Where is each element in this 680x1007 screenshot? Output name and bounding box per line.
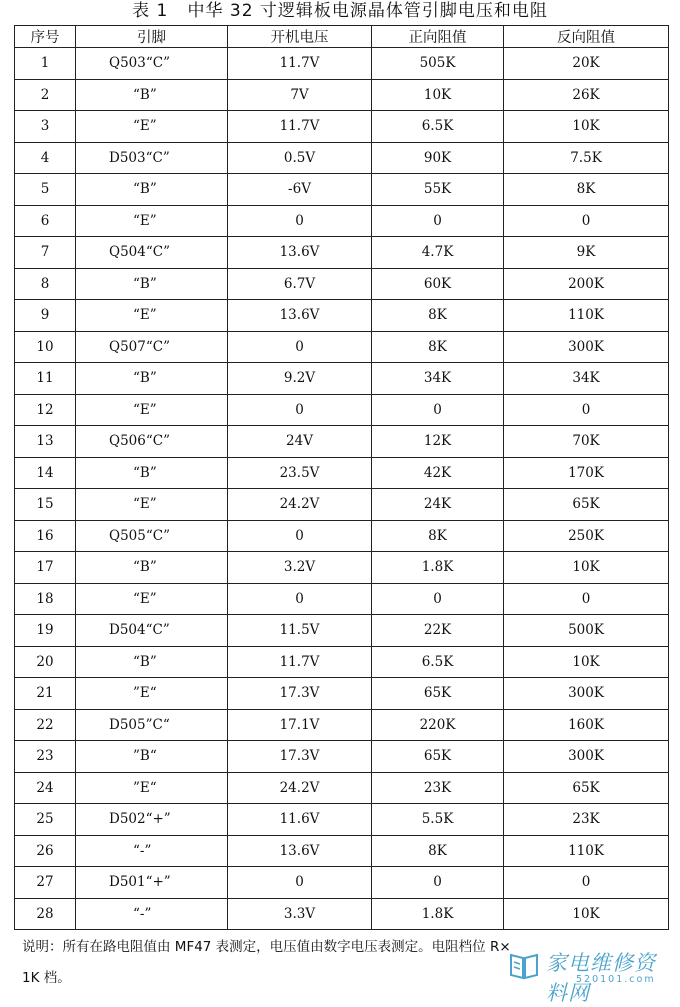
col-pin-cell: “B”	[76, 457, 228, 489]
col-index-cell: 19	[15, 615, 76, 647]
table-row	[15, 205, 669, 237]
header-col-pin: 引脚	[76, 26, 228, 48]
col-forward-cell: 8K	[372, 520, 504, 552]
col-forward-cell: 42K	[372, 457, 504, 489]
col-index-cell: 27	[15, 867, 76, 899]
watermark	[504, 945, 676, 1005]
col-index-cell: 1	[15, 48, 76, 80]
col-pin-cell: “B”	[76, 552, 228, 584]
col-reverse-cell: 20K	[504, 48, 669, 80]
col-pin-cell: “E”	[76, 583, 228, 615]
col-pin-cell: Q504“C”	[76, 237, 228, 269]
table-row	[15, 174, 669, 206]
col-voltage-cell: 13.6V	[228, 300, 372, 332]
col-index-cell: 21	[15, 678, 76, 710]
col-index-cell: 3	[15, 111, 76, 143]
col-pin-cell: D505”C“	[76, 709, 228, 741]
col-index-cell: 6	[15, 205, 76, 237]
table-row	[15, 142, 669, 174]
col-forward-cell: 0	[372, 394, 504, 426]
col-forward-cell: 10K	[372, 79, 504, 111]
col-voltage-cell: 3.3V	[228, 898, 372, 930]
col-forward-cell: 8K	[372, 835, 504, 867]
col-pin-cell: “-”	[76, 835, 228, 867]
col-pin-cell: “E”	[76, 300, 228, 332]
col-pin-cell: ”B“	[76, 741, 228, 773]
col-index-cell: 17	[15, 552, 76, 584]
col-index-cell: 24	[15, 772, 76, 804]
col-reverse-cell: 8K	[504, 174, 669, 206]
table-row	[15, 268, 669, 300]
col-voltage-cell: 11.5V	[228, 615, 372, 647]
col-voltage-cell: 24.2V	[228, 489, 372, 521]
table-row	[15, 646, 669, 678]
col-forward-cell: 1.8K	[372, 552, 504, 584]
col-pin-cell: Q505“C”	[76, 520, 228, 552]
col-pin-cell: “B”	[76, 363, 228, 395]
table-row	[15, 709, 669, 741]
footnote-line-1: 说明：所有在路电阻值由 MF47 表测定，电压值由数字电压表测定。电阻档位 R×	[22, 939, 511, 955]
col-index-cell: 22	[15, 709, 76, 741]
table-row	[15, 678, 669, 710]
col-reverse-cell: 300K	[504, 678, 669, 710]
col-forward-cell: 65K	[372, 741, 504, 773]
col-index-cell: 26	[15, 835, 76, 867]
col-index-cell: 10	[15, 331, 76, 363]
col-pin-cell: Q507“C”	[76, 331, 228, 363]
col-index-cell: 18	[15, 583, 76, 615]
col-forward-cell: 0	[372, 583, 504, 615]
col-index-cell: 15	[15, 489, 76, 521]
table-row	[15, 457, 669, 489]
col-index-cell: 4	[15, 142, 76, 174]
table-row	[15, 520, 669, 552]
col-voltage-cell: 0.5V	[228, 142, 372, 174]
table-row	[15, 300, 669, 332]
col-index-cell: 28	[15, 898, 76, 930]
header-col-forward: 正向阻值	[372, 26, 504, 48]
col-voltage-cell: 0	[228, 205, 372, 237]
table-row	[15, 552, 669, 584]
table-row	[15, 79, 669, 111]
watermark-text: 家电维修资料网	[546, 951, 656, 1005]
col-forward-cell: 8K	[372, 300, 504, 332]
col-forward-cell: 0	[372, 205, 504, 237]
col-voltage-cell: 17.3V	[228, 678, 372, 710]
col-reverse-cell: 7.5K	[504, 142, 669, 174]
table-row	[15, 583, 669, 615]
col-index-cell: 12	[15, 394, 76, 426]
table-body	[15, 48, 669, 930]
col-index-cell: 14	[15, 457, 76, 489]
col-forward-cell: 55K	[372, 174, 504, 206]
col-index-cell: 8	[15, 268, 76, 300]
table-row	[15, 615, 669, 647]
col-pin-cell: Q506“C”	[76, 426, 228, 458]
col-reverse-cell: 10K	[504, 111, 669, 143]
col-pin-cell: “B”	[76, 268, 228, 300]
col-reverse-cell: 300K	[504, 741, 669, 773]
col-reverse-cell: 0	[504, 394, 669, 426]
col-voltage-cell: -6V	[228, 174, 372, 206]
header-col-reverse: 反向阻值	[504, 26, 669, 48]
col-pin-cell: ”E“	[76, 772, 228, 804]
col-reverse-cell: 23K	[504, 804, 669, 836]
col-pin-cell: D501“+”	[76, 867, 228, 899]
table-row	[15, 898, 669, 930]
col-index-cell: 5	[15, 174, 76, 206]
col-voltage-cell: 17.1V	[228, 709, 372, 741]
col-index-cell: 20	[15, 646, 76, 678]
col-reverse-cell: 170K	[504, 457, 669, 489]
col-forward-cell: 505K	[372, 48, 504, 80]
table-row	[15, 426, 669, 458]
col-reverse-cell: 65K	[504, 489, 669, 521]
col-pin-cell: “E”	[76, 205, 228, 237]
col-reverse-cell: 0	[504, 205, 669, 237]
col-forward-cell: 12K	[372, 426, 504, 458]
col-voltage-cell: 13.6V	[228, 237, 372, 269]
col-forward-cell: 23K	[372, 772, 504, 804]
table-header-row	[15, 26, 669, 48]
col-reverse-cell: 300K	[504, 331, 669, 363]
col-reverse-cell: 34K	[504, 363, 669, 395]
col-voltage-cell: 6.7V	[228, 268, 372, 300]
table-row	[15, 48, 669, 80]
col-voltage-cell: 11.6V	[228, 804, 372, 836]
col-index-cell: 7	[15, 237, 76, 269]
col-reverse-cell: 500K	[504, 615, 669, 647]
col-reverse-cell: 9K	[504, 237, 669, 269]
col-pin-cell: “B”	[76, 79, 228, 111]
col-pin-cell: “E”	[76, 394, 228, 426]
col-forward-cell: 5.5K	[372, 804, 504, 836]
col-pin-cell: ”E“	[76, 678, 228, 710]
footnote-line-2: 1K 档。	[22, 970, 71, 986]
col-index-cell: 13	[15, 426, 76, 458]
col-pin-cell: “B”	[76, 646, 228, 678]
col-voltage-cell: 11.7V	[228, 48, 372, 80]
col-voltage-cell: 3.2V	[228, 552, 372, 584]
col-voltage-cell: 24.2V	[228, 772, 372, 804]
col-voltage-cell: 0	[228, 394, 372, 426]
table-row	[15, 363, 669, 395]
col-pin-cell: “E”	[76, 111, 228, 143]
table-row	[15, 111, 669, 143]
header-col-voltage: 开机电压	[228, 26, 372, 48]
col-pin-cell: D503“C”	[76, 142, 228, 174]
col-forward-cell: 6.5K	[372, 111, 504, 143]
col-forward-cell: 1.8K	[372, 898, 504, 930]
col-index-cell: 11	[15, 363, 76, 395]
header-col-index: 序号	[15, 26, 76, 48]
col-voltage-cell: 24V	[228, 426, 372, 458]
col-reverse-cell: 0	[504, 867, 669, 899]
col-index-cell: 9	[15, 300, 76, 332]
table-row	[15, 331, 669, 363]
table-row	[15, 772, 669, 804]
table-row	[15, 741, 669, 773]
col-forward-cell: 65K	[372, 678, 504, 710]
col-forward-cell: 60K	[372, 268, 504, 300]
col-reverse-cell: 26K	[504, 79, 669, 111]
col-forward-cell: 90K	[372, 142, 504, 174]
col-index-cell: 23	[15, 741, 76, 773]
table-title: 表 1 中华 32 寸逻辑板电源晶体管引脚电压和电阻	[132, 1, 548, 21]
col-voltage-cell: 17.3V	[228, 741, 372, 773]
col-voltage-cell: 0	[228, 583, 372, 615]
col-voltage-cell: 0	[228, 331, 372, 363]
col-forward-cell: 8K	[372, 331, 504, 363]
col-forward-cell: 22K	[372, 615, 504, 647]
table-row	[15, 394, 669, 426]
col-index-cell: 25	[15, 804, 76, 836]
col-reverse-cell: 0	[504, 583, 669, 615]
col-forward-cell: 34K	[372, 363, 504, 395]
watermark-url: 520101.com	[576, 974, 656, 985]
col-reverse-cell: 160K	[504, 709, 669, 741]
col-reverse-cell: 110K	[504, 300, 669, 332]
col-voltage-cell: 7V	[228, 79, 372, 111]
col-reverse-cell: 250K	[504, 520, 669, 552]
col-reverse-cell: 110K	[504, 835, 669, 867]
col-reverse-cell: 70K	[504, 426, 669, 458]
col-voltage-cell: 0	[228, 867, 372, 899]
book-icon	[508, 949, 540, 981]
col-voltage-cell: 11.7V	[228, 646, 372, 678]
col-reverse-cell: 10K	[504, 552, 669, 584]
col-index-cell: 16	[15, 520, 76, 552]
col-forward-cell: 6.5K	[372, 646, 504, 678]
table-row	[15, 804, 669, 836]
col-reverse-cell: 65K	[504, 772, 669, 804]
col-pin-cell: “B”	[76, 174, 228, 206]
col-reverse-cell: 10K	[504, 898, 669, 930]
col-voltage-cell: 23.5V	[228, 457, 372, 489]
col-pin-cell: D504“C”	[76, 615, 228, 647]
col-voltage-cell: 0	[228, 520, 372, 552]
pin-table	[14, 25, 669, 930]
col-index-cell: 2	[15, 79, 76, 111]
table-row	[15, 867, 669, 899]
col-forward-cell: 220K	[372, 709, 504, 741]
col-pin-cell: D502“+”	[76, 804, 228, 836]
col-voltage-cell: 11.7V	[228, 111, 372, 143]
col-forward-cell: 0	[372, 867, 504, 899]
col-forward-cell: 4.7K	[372, 237, 504, 269]
table-row	[15, 489, 669, 521]
col-reverse-cell: 200K	[504, 268, 669, 300]
col-forward-cell: 24K	[372, 489, 504, 521]
col-pin-cell: “E”	[76, 489, 228, 521]
col-pin-cell: Q503“C”	[76, 48, 228, 80]
col-voltage-cell: 9.2V	[228, 363, 372, 395]
col-reverse-cell: 10K	[504, 646, 669, 678]
col-pin-cell: “-”	[76, 898, 228, 930]
table-row	[15, 237, 669, 269]
col-voltage-cell: 13.6V	[228, 835, 372, 867]
table-row	[15, 835, 669, 867]
